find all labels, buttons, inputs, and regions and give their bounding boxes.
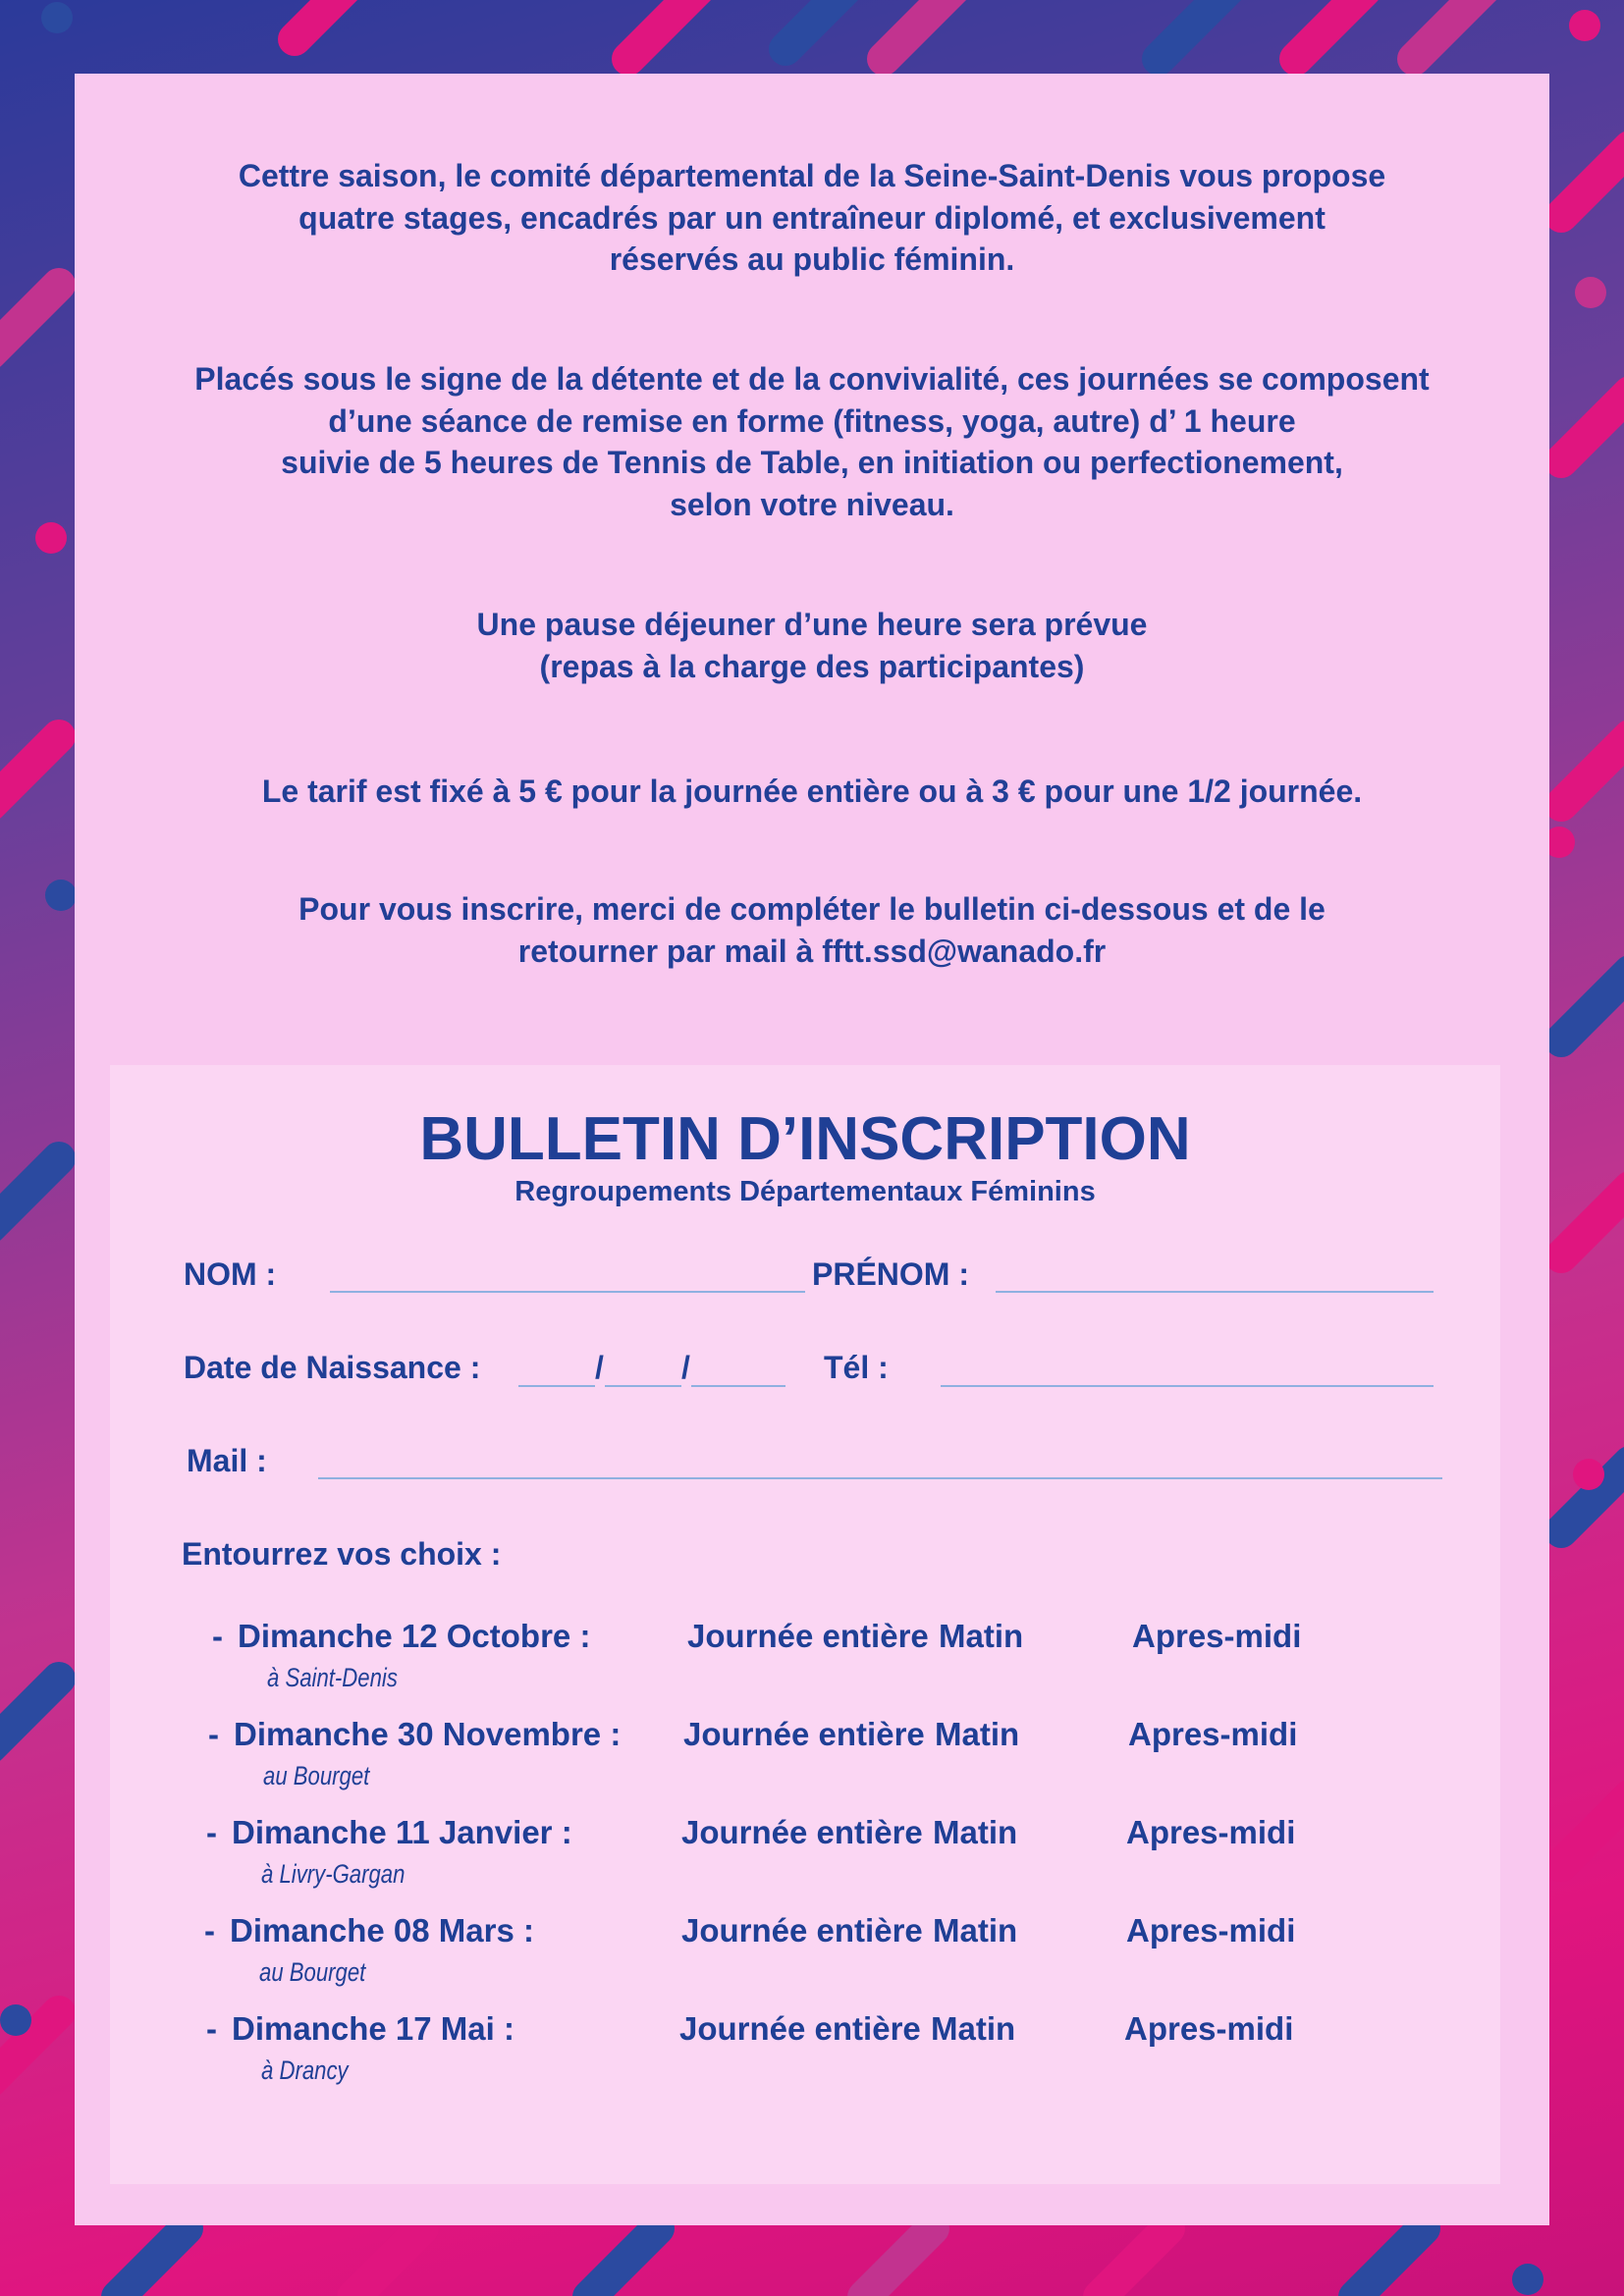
flyer-page <box>75 74 1549 2225</box>
session-date: Dimanche 12 Octobre : <box>238 1618 591 1654</box>
text-line: selon votre niveau. <box>670 486 954 522</box>
list-dash: - <box>204 1912 215 1949</box>
nom-label: NOM : <box>184 1256 277 1292</box>
session-row <box>204 1912 1595 1991</box>
option-afternoon[interactable]: Apres-midi <box>1132 1618 1302 1654</box>
text-line: Une pause déjeuner d’une heure sera prévue <box>476 607 1148 642</box>
text-line: Cettre saison, le comité départemental de la Seine-Saint-Denis vous propose <box>238 158 1386 193</box>
option-morning[interactable]: Matin <box>931 2010 1016 2047</box>
session-row <box>206 1814 1597 1893</box>
text-line: Pour vous inscrire, merci de compléter le bulletin ci-dessous et de le <box>298 891 1326 927</box>
session-location: au Bourget <box>259 1957 366 1987</box>
intro-paragraph-contact <box>75 888 1549 972</box>
session-date: Dimanche 08 Mars : <box>230 1912 534 1949</box>
text-line: Placés sous le signe de la détente et de la convivialité, ces journées se composent <box>194 361 1430 397</box>
birth-date-label: Date de Naissance : <box>184 1350 481 1385</box>
option-afternoon[interactable]: Apres-midi <box>1126 1814 1296 1850</box>
session-date: Dimanche 30 Novembre : <box>234 1716 622 1752</box>
option-full-day[interactable]: Journée entière <box>679 2010 921 2047</box>
prenom-label: PRÉNOM : <box>812 1256 969 1292</box>
option-afternoon[interactable]: Apres-midi <box>1126 1912 1296 1949</box>
session-location: à Saint-Denis <box>267 1663 398 1692</box>
form-title: BULLETIN D’INSCRIPTION <box>419 1105 1191 1173</box>
form-subtitle: Regroupements Départementaux Féminins <box>514 1176 1096 1207</box>
text-line: d’une séance de remise en forme (fitness, yoga, autre) d’ 1 heure <box>328 402 1296 439</box>
date-separator: / <box>681 1350 690 1385</box>
session-location: à Drancy <box>261 2056 349 2085</box>
option-full-day[interactable]: Journée entière <box>687 1618 929 1654</box>
session-location: à Livry-Gargan <box>261 1859 406 1889</box>
choices-label: Entourrez vos choix : <box>182 1536 502 1572</box>
birth-day-field[interactable] <box>518 1385 595 1387</box>
birth-year-field[interactable] <box>691 1385 785 1387</box>
date-separator: / <box>595 1350 604 1385</box>
text-line: suivie de 5 heures de Tennis de Table, en initiation ou perfectionement, <box>281 445 1343 480</box>
option-afternoon[interactable]: Apres-midi <box>1124 2010 1294 2047</box>
list-dash: - <box>208 1716 219 1752</box>
mail-field[interactable] <box>318 1477 1442 1479</box>
session-date: Dimanche 17 Mai : <box>232 2010 514 2047</box>
session-row <box>206 2010 1597 2089</box>
nom-field[interactable] <box>330 1291 805 1293</box>
session-row <box>208 1716 1598 1794</box>
option-afternoon[interactable]: Apres-midi <box>1128 1716 1298 1752</box>
text-line: réservés au public féminin. <box>609 241 1015 277</box>
list-dash: - <box>206 1814 217 1850</box>
text-line: quatre stages, encadrés par un entraîneur diplomé, et exclusivement <box>298 199 1326 236</box>
option-full-day[interactable]: Journée entière <box>681 1912 923 1949</box>
option-morning[interactable]: Matin <box>933 1814 1018 1850</box>
list-dash: - <box>206 2010 217 2047</box>
list-dash: - <box>212 1618 223 1654</box>
tel-label: Tél : <box>824 1350 889 1385</box>
text-line: Le tarif est fixé à 5 € pour la journée entière ou à 3 € pour une 1/2 journée. <box>261 774 1363 809</box>
session-date: Dimanche 11 Janvier : <box>232 1814 572 1850</box>
mail-label: Mail : <box>187 1443 267 1478</box>
session-location: au Bourget <box>263 1761 370 1790</box>
option-full-day[interactable]: Journée entière <box>681 1814 923 1850</box>
registration-form <box>110 1065 1500 2184</box>
session-row <box>212 1618 1602 1696</box>
option-full-day[interactable]: Journée entière <box>683 1716 925 1752</box>
intro-paragraph-lunch <box>75 604 1549 687</box>
birth-month-field[interactable] <box>605 1385 681 1387</box>
intro-paragraph-presentation <box>75 155 1549 281</box>
intro-paragraph-price <box>75 771 1549 813</box>
tel-field[interactable] <box>941 1385 1434 1387</box>
option-morning[interactable]: Matin <box>933 1912 1018 1949</box>
text-line: (repas à la charge des participantes) <box>539 648 1085 684</box>
prenom-field[interactable] <box>996 1291 1434 1293</box>
intro-paragraph-program <box>75 358 1549 525</box>
option-morning[interactable]: Matin <box>939 1618 1024 1654</box>
option-morning[interactable]: Matin <box>935 1716 1020 1752</box>
text-line: retourner par mail à fftt.ssd@wanado.fr <box>517 933 1107 969</box>
